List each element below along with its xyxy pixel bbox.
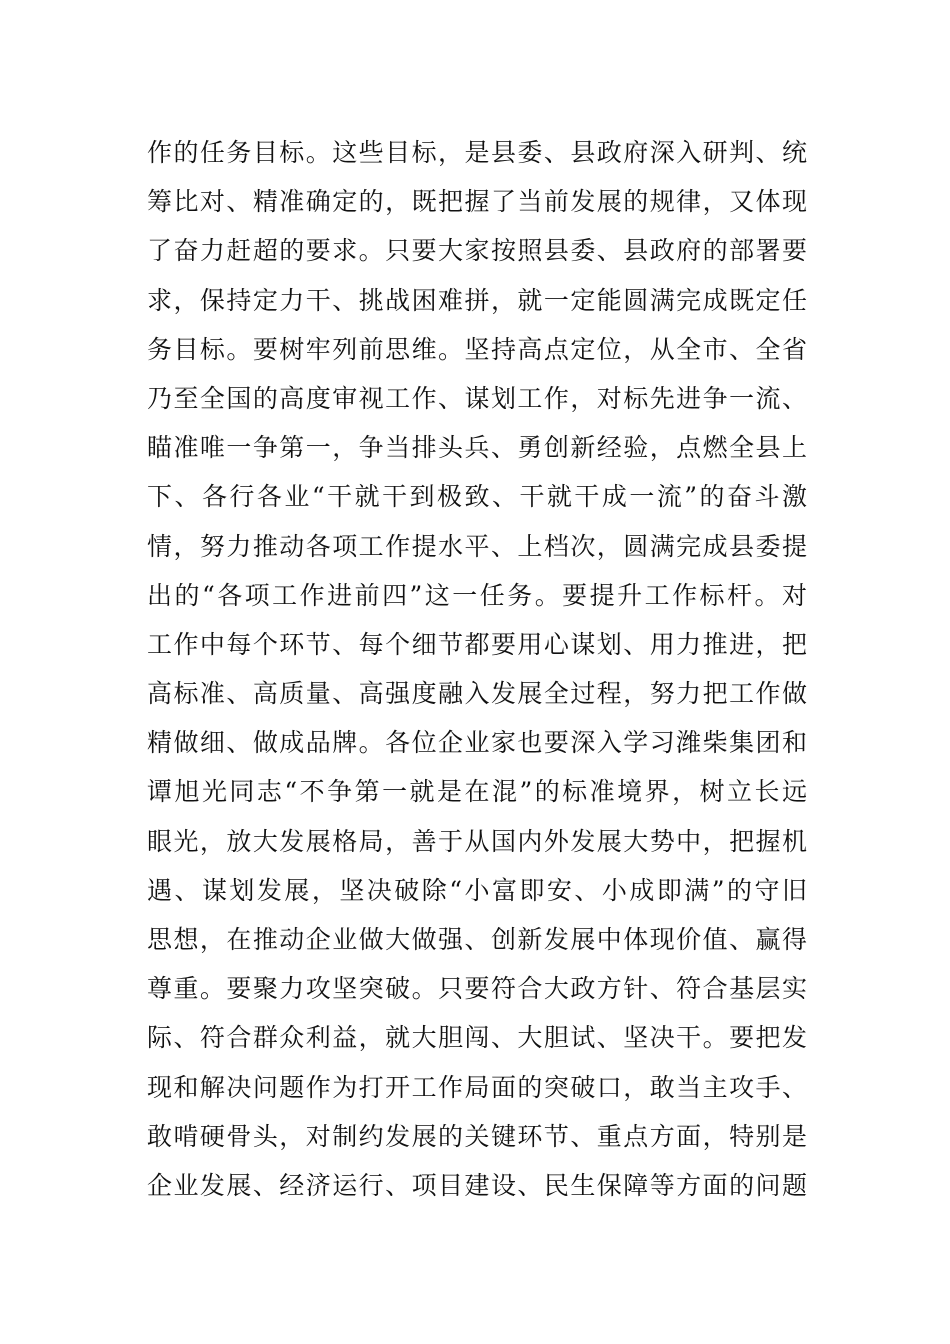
text-line: 工作中每个环节、每个细节都要用心谋划、用力推进，把 xyxy=(147,629,807,659)
text-line: 下、各行各业“干就干到极致、干就干成一流”的奋斗激 xyxy=(147,482,807,512)
text-line: 谭旭光同志“不争第一就是在混”的标准境界，树立长远 xyxy=(147,777,807,807)
text-line: 遇、谋划发展，坚决破除“小富即安、小成即满”的守旧 xyxy=(147,875,807,905)
text-line: 敢啃硬骨头，对制约发展的关键环节、重点方面，特别是 xyxy=(147,1121,807,1151)
text-line: 作的任务目标。这些目标，是县委、县政府深入研判、统 xyxy=(147,138,807,167)
text-line: 出的“各项工作进前四”这一任务。要提升工作标杆。对 xyxy=(147,580,807,610)
text-line: 情，努力推动各项工作提水平、上档次，圆满完成县委提 xyxy=(147,531,807,561)
text-line: 务目标。要树牢列前思维。坚持高点定位，从全市、全省 xyxy=(147,334,807,364)
text-line: 筹比对、精准确定的，既把握了当前发展的规律，又体现 xyxy=(147,187,807,217)
text-line: 瞄准唯一争第一，争当排头兵、勇创新经验，点燃全县上 xyxy=(147,433,807,463)
text-line: 企业发展、经济运行、项目建设、民生保障等方面的问题 xyxy=(147,1170,807,1200)
text-line: 眼光，放大发展格局，善于从国内外发展大势中，把握机 xyxy=(147,826,807,856)
text-line: 思想，在推动企业做大做强、创新发展中体现价值、赢得 xyxy=(147,925,807,954)
text-line: 求，保持定力干、挑战困难拼，就一定能圆满完成既定任 xyxy=(147,285,807,315)
text-line: 际、符合群众利益，就大胆闯、大胆试、坚决干。要把发 xyxy=(147,1023,807,1053)
text-line: 了奋力赶超的要求。只要大家按照县委、县政府的部署要 xyxy=(147,236,807,266)
text-line: 尊重。要聚力攻坚突破。只要符合大政方针、符合基层实 xyxy=(147,974,807,1004)
body-text xyxy=(147,128,807,1210)
text-line: 高标准、高质量、高强度融入发展全过程，努力把工作做 xyxy=(147,679,807,709)
text-line: 现和解决问题作为打开工作局面的突破口，敢当主攻手、 xyxy=(147,1072,807,1102)
text-line: 精做细、做成品牌。各位企业家也要深入学习潍柴集团和 xyxy=(147,728,807,758)
text-line: 乃至全国的高度审视工作、谋划工作，对标先进争一流、 xyxy=(147,383,807,413)
